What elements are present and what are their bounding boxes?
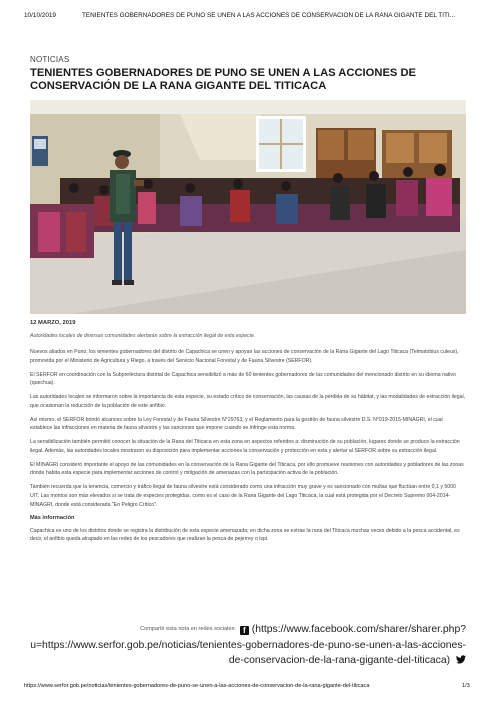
print-footer-page: 1/3 xyxy=(462,683,470,689)
section-label: NOTICIAS xyxy=(30,55,70,64)
paragraph: También recuerda que la tenencia, comercio y tráfico ilegal de fauna silvestre está considerado como una infracción muy grave y es sancionado con multas que fluctúan entre 0,1 y 5000 UIT. Las montos son más elevados si se trata de especies protegidas, como es el caso de la Rana Gigante del Lago Titicaca, la cual está protegida por el Decreto Supremo 004-2014-MINAGRI, donde está considerada "En Peligro Crítico". xyxy=(30,484,456,508)
print-header-date: 10/10/2019 xyxy=(24,12,56,19)
twitter-icon[interactable] xyxy=(456,654,466,670)
more-info-heading: Más información xyxy=(30,514,75,521)
article-date: 12 MARZO, 2019 xyxy=(30,320,76,326)
paragraph: Así mismo, el SERFOR brindó alcances sobre la Ley Forestal y de Fauna Silvestre N°29763, y el Reglamento para la gestión de fauna silvestre D.S. N°019-2015-MINAGRI, el cual establece las infracciones en materia de fauna silvestre y las sanciones que impone cuando se infringe esta norma. xyxy=(30,416,443,432)
print-footer-url: https://www.serfor.gob.pe/noticias/tenientes-gobernadores-de-puno-se-unen-a-las-acciones-de-conservacion-de-la-rana-gigante-del-titicaca xyxy=(24,683,370,689)
article-photo xyxy=(30,100,466,314)
paragraph: La sensibilización también permitió conocer la situación de la Rana del Titicaca en esta zona en aspectos referidos a: disminución de su población, lugares donde se produce la extracción ilegal. Además, las autoridades locales mostraron su disposición para implementar acciones la conservación y protección en esta y alertar al SERFOR sobre su extracción ilegal. xyxy=(30,439,460,454)
share-label: Compartir esta nota en redes sociales: xyxy=(140,626,236,632)
print-header-title: TENIENTES GOBERNADORES DE PUNO SE UNEN A LAS ACCIONES DE CONSERVACIÓN DE LA RANA GIGANTE DEL TITI... xyxy=(82,12,455,19)
paragraph: Las autoridades locales se informaron sobre la importancia de esta especie, su estado crítico de conservación, las causas de la pérdida de su hábitat, y las modalidades de extracción ilegal, que ocasionan la reducción de la población de este anfibio. xyxy=(30,394,466,409)
closing-paragraph: Capachica es uno de los distritos donde se registra la distribución de esta especie amenazada; en dicha zona se extrae la rana del Titicaca muchas veces debido a la pesca accidental, es decir, el anfibio queda atrapado en las redes de los pescadores que realizan la pesca de pejerrey o ispi. xyxy=(30,527,460,543)
article-body xyxy=(30,320,466,549)
share-section xyxy=(30,622,466,670)
facebook-icon[interactable]: f xyxy=(240,626,249,635)
paragraph: El MINAGRI consideró importante el apoyo de las comunidades en la conservación de la Rana Gigante del Titicaca, por ello promueve reuniones con autoridades y pobladores de las zonas donde habita esta especie para implementar acciones de control y mitigación de amenazas con la participación activa de la población. xyxy=(30,461,464,477)
facebook-share-link[interactable]: (https://www.facebook.com/sharer/sharer.php?u=https://www.serfor.gob.pe/noticias/tenientes-gobernadores-de-puno-se-unen-a-las-acciones-de-conservacion-de-la-rana-gigante-del-titicaca) xyxy=(30,624,466,666)
article-headline: TENIENTES GOBERNADORES DE PUNO SE UNEN A LAS ACCIONES DE CONSERVACIÓN DE LA RANA GIGANTE DEL TITICACA xyxy=(30,67,417,92)
paragraph: Nuevos aliados en Puno, los tenientes gobernadores del distrito de Capachica se unen y apoyan las acciones de conservación de la Rana Gigante del Lago Titicaca (Telmatobius culeus), promovida por el Ministerio de Agricultura y Riego, a través del Servicio Nacional Forestal y de Fauna Silvestre (SERFOR). xyxy=(30,349,459,364)
article-lead: Autoridades locales de diversas comunidades alertarán sobre la extracción ilegal de esta especie. xyxy=(30,333,256,339)
paragraph: El SERFOR en coordinación con la Subprefectura distrital de Capachica sensibilizó a más de 60 tenientes gobernadores de las comunidades del mencionado distrito en su idioma nativo (quechua). xyxy=(30,371,456,387)
